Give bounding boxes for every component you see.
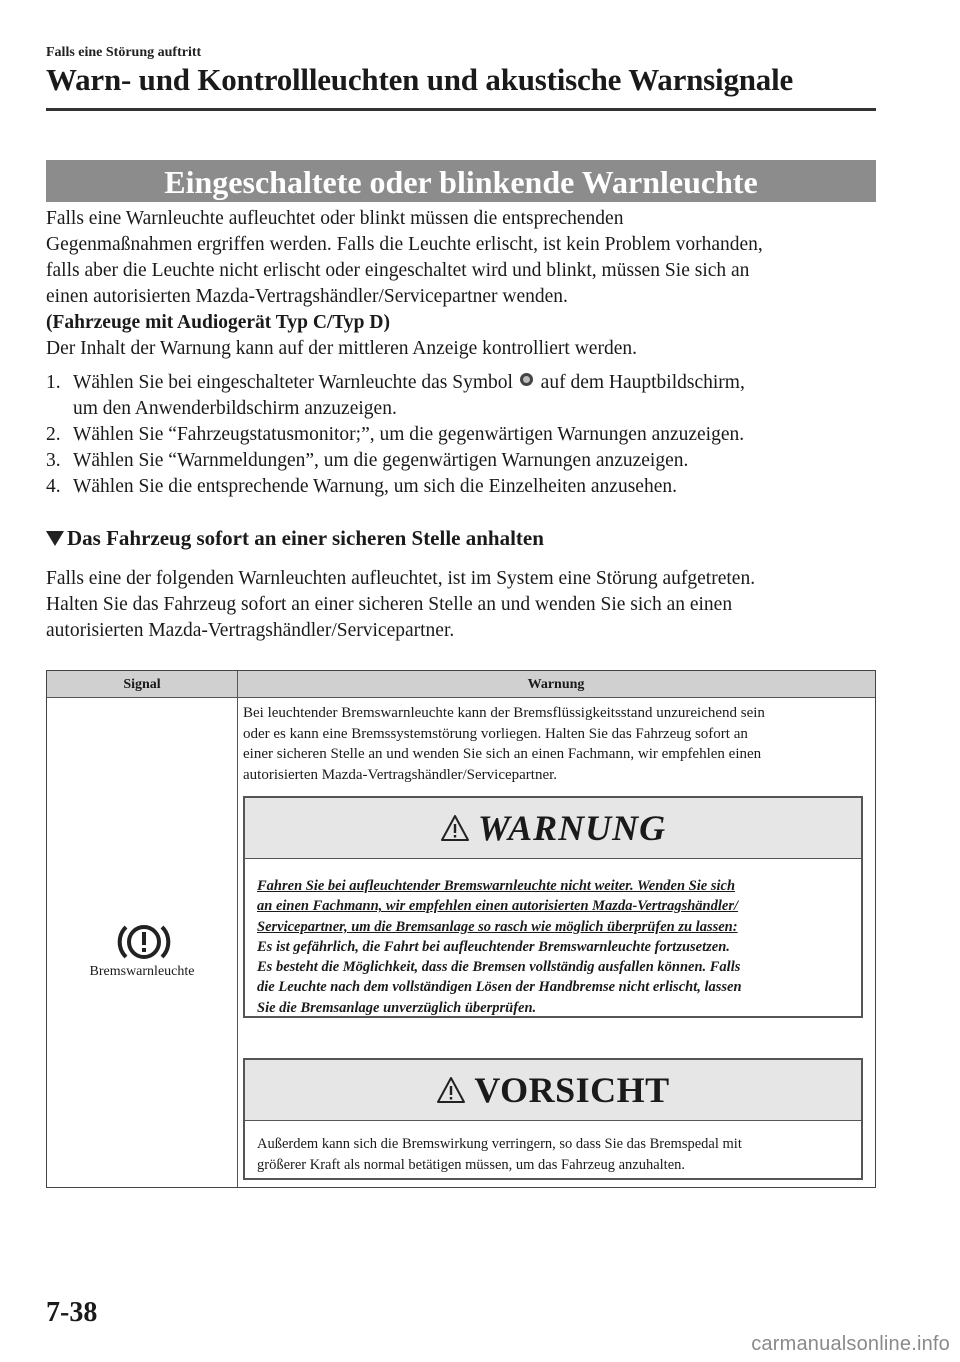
step-number: 2.: [46, 424, 61, 445]
intro-line: Falls eine der folgenden Warnleuchten aufleuchtet, ist im System eine Störung aufgetreten.: [46, 568, 756, 589]
subsection-heading: [46, 526, 544, 551]
intro-line: einen autorisierten Mazda-Vertragshändler/Servicepartner wenden.: [46, 286, 568, 307]
warning-underlined-line: Fahren Sie bei aufleuchtender Bremswarnleuchte nicht weiter. Wenden Sie sich: [257, 878, 736, 894]
warning-body-line: Es ist gefährlich, die Fahrt bei aufleuchtender Bremswarnleuchte fortzusetzen.: [257, 938, 730, 955]
breadcrumb: Falls eine Störung auftritt: [46, 45, 202, 60]
caution-callout-header: [245, 1060, 861, 1121]
step-text-part: um den Anwenderbildschirm anzuzeigen.: [73, 398, 397, 419]
caution-body-line: Außerdem kann sich die Bremswirkung verringern, so dass Sie das Bremspedal mit: [257, 1136, 742, 1152]
caution-title: VORSICHT: [474, 1070, 670, 1110]
signal-label: Bremswarnleuchte: [89, 964, 195, 979]
warning-callout-header: [245, 798, 861, 859]
section-intro: [46, 206, 886, 362]
table-header: [47, 671, 875, 698]
column-header-warning: Warnung: [527, 677, 585, 692]
brake-warning-icon: [117, 920, 171, 964]
caution-callout: [243, 1058, 863, 1180]
intro-line: Falls eine Warnleuchte aufleuchtet oder blinkt müssen die entsprechenden: [46, 208, 624, 229]
list-item: [46, 370, 886, 422]
description-line: oder es kann eine Bremssystemstörung vorliegen. Halten Sie das Fahrzeug sofort an: [243, 725, 748, 742]
caution-body-line: größerer Kraft als normal betätigen müssen, um das Fahrzeug anzuhalten.: [257, 1156, 686, 1173]
warning-body-line: Es besteht die Möglichkeit, dass die Bremsen vollständig ausfallen können. Falls: [257, 959, 741, 976]
chapter-title: Warn- und Kontrollleuchten und akustische Warnsignale: [46, 62, 794, 97]
list-item: [46, 448, 886, 474]
list-item: [46, 474, 886, 500]
caution-triangle-icon: [436, 1075, 466, 1105]
intro-line: Halten Sie das Fahrzeug sofort an einer sicheren Stelle an und wenden Sie sich an einen: [46, 594, 733, 615]
step-text: [73, 370, 886, 422]
warning-underlined-line: Servicepartner, um die Bremsanlage so rasch wie möglich überprüfen zu lassen:: [257, 918, 738, 935]
warning-body-line: die Leuchte nach dem vollständigen Lösen der Handbremse nicht erlischt, lassen: [257, 979, 742, 996]
step-text-part: Wählen Sie bei eingeschalteter Warnleuchte das Symbol: [73, 372, 518, 393]
chapter-divider: [46, 108, 876, 111]
vehicle-status-icon: [520, 373, 533, 386]
signal-cell: [47, 697, 237, 1187]
column-divider: [237, 671, 238, 1187]
warning-light-table: [46, 670, 876, 1188]
warning-description: [243, 703, 867, 785]
triangle-down-icon: [46, 531, 64, 546]
caution-body: [257, 1134, 857, 1175]
page-number: 7-38: [46, 1297, 98, 1328]
step-text: Wählen Sie “Warnmeldungen”, um die gegenwärtigen Warnungen anzuzeigen.: [73, 450, 689, 471]
intro-line: Gegenmaßnahmen ergriffen werden. Falls die Leuchte erlischt, ist kein Problem vorhanden,: [46, 234, 763, 255]
description-line: Bei leuchtender Bremswarnleuchte kann der Bremsflüssigkeitsstand unzureichend sein: [243, 705, 765, 721]
section-title: Eingeschaltete oder blinkende Warnleuchte: [46, 160, 876, 202]
warning-title: WARNUNG: [477, 808, 667, 848]
step-number: 1.: [46, 372, 61, 393]
list-item: [46, 422, 886, 448]
description-line: einer sicheren Stelle an und wenden Sie sich an einen Fachmann, wir empfehlen einen: [243, 746, 762, 762]
warning-body: [257, 876, 857, 1018]
vehicle-note: (Fahrzeuge mit Audiogerät Typ C/Typ D): [46, 312, 390, 333]
subsection-intro: [46, 566, 886, 644]
step-text-part: auf dem Hauptbildschirm,: [535, 372, 745, 393]
column-header-signal: Signal: [123, 677, 161, 692]
intro-line: falls aber die Leuchte nicht erlischt oder eingeschaltet wird und blinkt, müssen Sie sich an: [46, 260, 750, 281]
warning-triangle-icon: [440, 813, 470, 843]
warning-body-line: Sie die Bremsanlage unverzüglich überprüfen.: [257, 999, 537, 1016]
steps-list: [46, 370, 886, 500]
step-text: Wählen Sie die entsprechende Warnung, um sich die Einzelheiten anzusehen.: [73, 476, 677, 497]
intro-line: autorisierten Mazda-Vertragshändler/Servicepartner.: [46, 620, 455, 641]
subsection-title: Das Fahrzeug sofort an einer sicheren Stelle anhalten: [67, 526, 544, 550]
step-number: 3.: [46, 450, 61, 471]
warning-underlined-line: an einen Fachmann, wir empfehlen einen autorisierten Mazda-Vertragshändler/: [257, 898, 738, 915]
step-number: 4.: [46, 476, 61, 497]
vehicle-note-text: Der Inhalt der Warnung kann auf der mittleren Anzeige kontrolliert werden.: [46, 338, 637, 359]
step-text: Wählen Sie “Fahrzeugstatusmonitor;”, um die gegenwärtigen Warnungen anzuzeigen.: [73, 424, 745, 445]
watermark: carmanualsonline.info: [751, 1333, 950, 1355]
warning-callout: [243, 796, 863, 1018]
description-line: autorisierten Mazda-Vertragshändler/Servicepartner.: [243, 766, 558, 783]
